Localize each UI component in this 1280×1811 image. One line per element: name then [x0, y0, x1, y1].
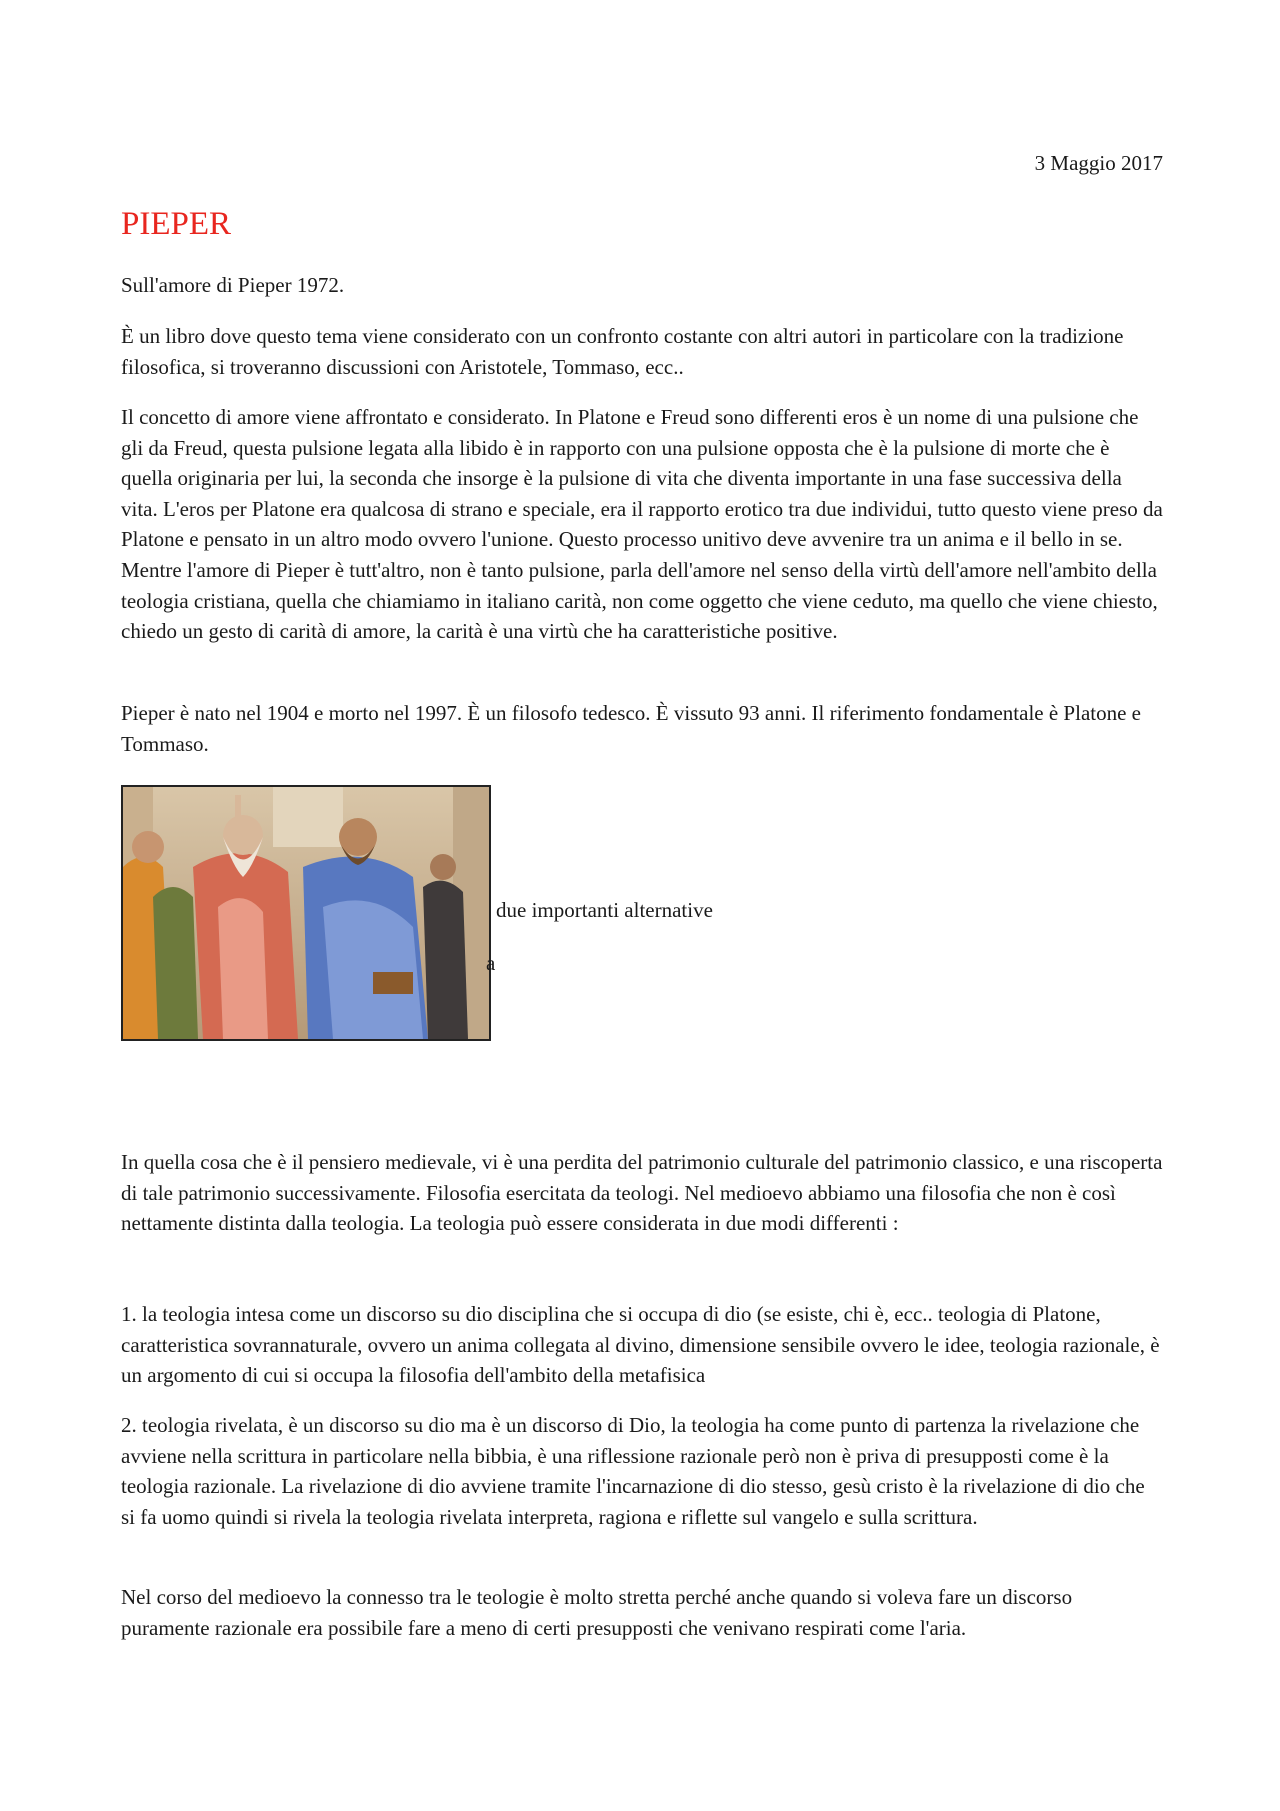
paragraph-medieval-connection: Nel corso del medioevo la connesso tra le teologie è molto stretta perché anche quando si voleva fare un discorso puramente razionale era possibile fare a meno di certi presupposti che venivano respirati come l'aria. [121, 1585, 1073, 1640]
paragraph-revealed-theology: 2. teologia rivelata, è un discorso su dio ma è un discorso di Dio, la teologia ha come punto di partenza la rivelazione che avviene nella scrittura in particolare nella bibbia, è una riflessione razionale però non è priva di presupposti come è la teologia razionale. La rivelazione di dio avviene tramite l'incarnazione di dio stesso, gesù cristo è la rivelazione di dio che si fa uomo quindi si rivela la teologia rivelata interpreta, ragiona e riflette sul vangelo e sulla scrittura. [121, 1413, 1145, 1529]
paragraph-medieval-thought: In quella cosa che è il pensiero medievale, vi è una perdita del patrimonio culturale del patrimonio classico, e una riscoperta di tale patrimonio successivamente. Filosofia esercitata da teologi. Nel medioevo abbiamo una filosofia che non è così nettamente distinta dalla teologia. La teologia può essere considerata in due modi differenti : [121, 1150, 1163, 1236]
school-of-athens-image [121, 785, 491, 1041]
paragraph-pieper-bio: Pieper è nato nel 1904 e morto nel 1997. È un filosofo tedesco. È vissuto 93 anni. Il riferimento fondamentale è Platone e Tommaso. [121, 701, 1141, 756]
image-stray-text: a [486, 951, 496, 975]
paragraph-intro: Sull'amore di Pieper 1972. [121, 273, 345, 297]
image-caption: due importanti alternative [496, 898, 713, 922]
document-title: PIEPER [121, 206, 232, 242]
paragraph-love-concept: Il concetto di amore viene affrontato e considerato. In Platone e Freud sono differenti eros è un nome di una pulsione che gli da Freud, questa pulsione legata alla libido è in rapporto con una pulsione opposta che è la pulsione di morte che è quella originaria per lui, la seconda che insorge è la pulsione di vita che diventa importante in una fase successiva della vita. L'eros per Platone era qualcosa di strano e speciale, era il rapporto erotico tra due individui, tutto questo viene preso da Platone e pensato in un altro modo ovvero l'unione. Questo processo unitivo deve avvenire tra un anima e il bello in se. Mentre l'amore di Pieper è tutt'altro, non è tanto pulsione, parla dell'amore nel senso della virtù dell'amore nell'ambito della teologia cristiana, quella che chiamiamo in italiano carità, non come oggetto che viene ceduto, ma quello che viene chiesto, chiedo un gesto di carità di amore, la carità è una virtù che ha caratteristiche positive. [121, 405, 1163, 644]
paragraph-book-description: È un libro dove questo tema viene considerato con un confronto costante con altri autori in particolare con la tradizione filosofica, si troveranno discussioni con Aristotele, Tommaso, ecc.. [121, 324, 1124, 379]
painting-illustration [123, 787, 489, 1039]
paragraph-rational-theology: 1. la teologia intesa come un discorso su dio disciplina che si occupa di dio (se esiste, chi è, ecc.. teologia di Platone, caratteristica sovrannaturale, ovvero un anima collegata al divino, dimensione sensibile ovvero le idee, teologia razionale, è un argomento di cui si occupa la filosofia dell'ambito della metafisica [121, 1302, 1160, 1388]
document-date: 3 Maggio 2017 [1034, 151, 1163, 175]
